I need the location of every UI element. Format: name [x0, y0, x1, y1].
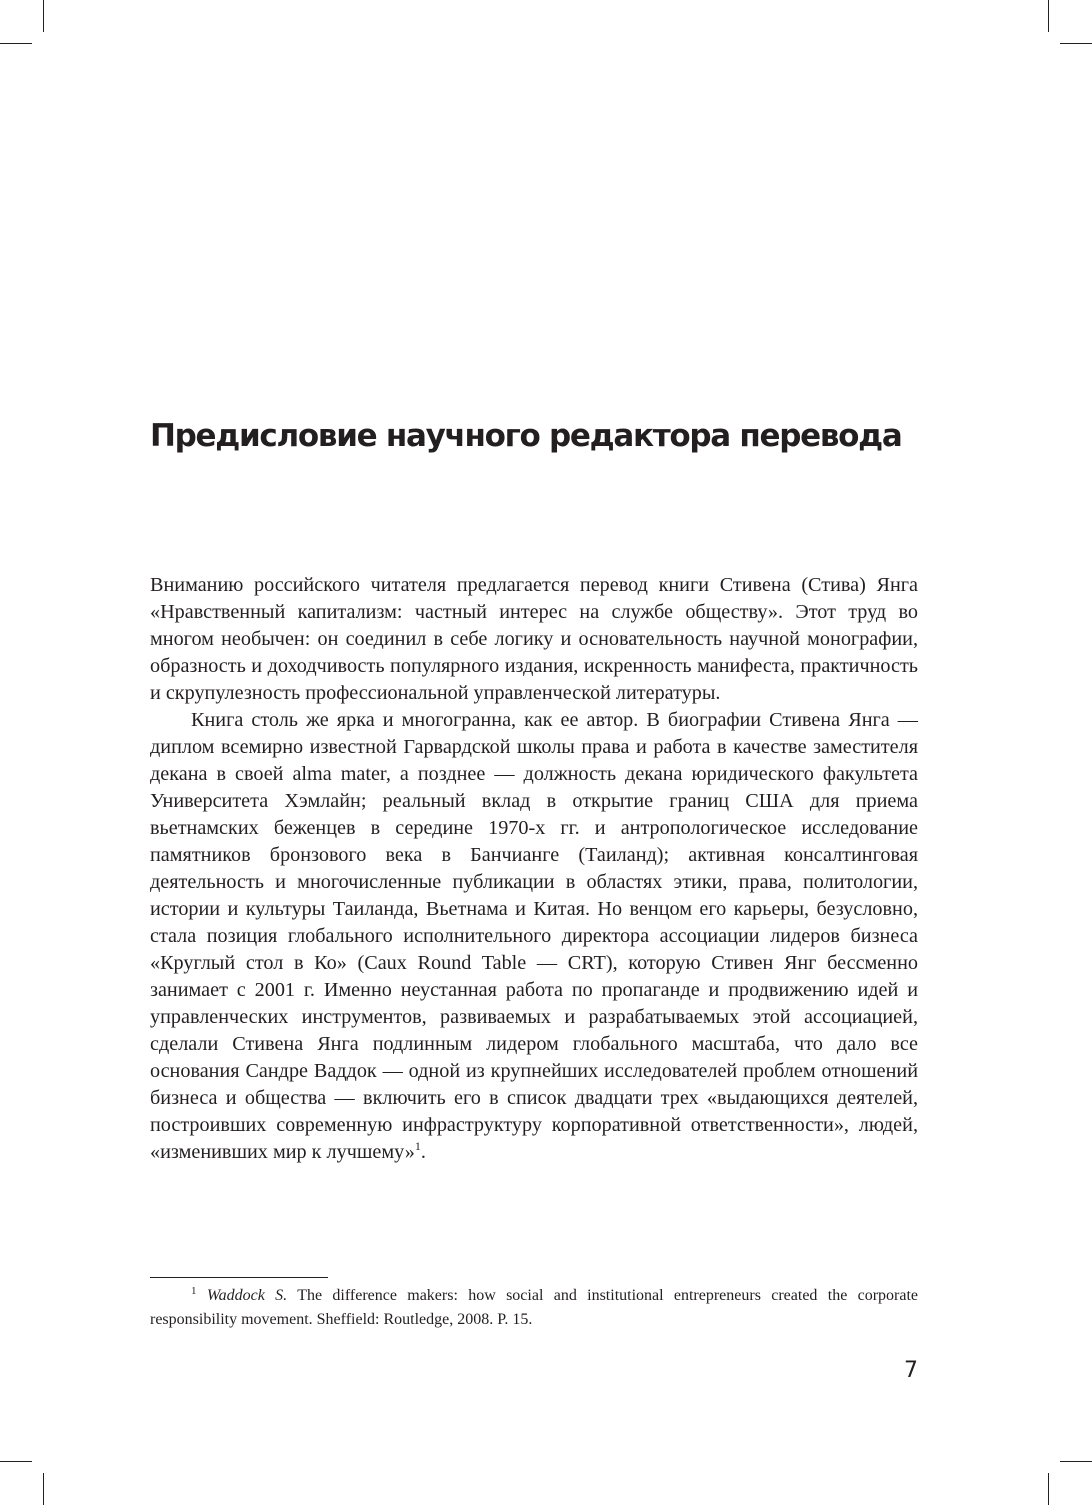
footnote — [150, 1284, 918, 1332]
paragraph: Вниманию российского читателя предлагается перевод книги Стивена (Стива) Янга «Нравственный капитализм: частный интерес на службе обществу». Этот труд во многом необычен: он соединил в себе логику и основательность научной монографии, образность и доходчивость популярного издания, искренность манифеста, практичность и скрупулезность профессиональной управленческой литературы. — [150, 574, 918, 704]
crop-mark — [1048, 0, 1049, 32]
crop-mark — [0, 1461, 32, 1462]
crop-mark — [1060, 43, 1092, 44]
crop-mark — [0, 43, 32, 44]
body-text — [150, 572, 918, 1166]
crop-mark — [43, 0, 44, 32]
page-number: 7 — [904, 1358, 918, 1383]
crop-mark — [1060, 1461, 1092, 1462]
footnote-number: 1 — [191, 1285, 197, 1297]
paragraph-text: Книга столь же ярка и многогранна, как ее автор. В биографии Стивена Янга — диплом всемирно известной Гарвардской школы права и работа в качестве заместителя декана в своей alma mater, а позднее — должность декана юридического факультета Университета Хэмлайн; реальный вклад в открытие границ США для приема вьетнамских беженцев в середине 1970-х гг. и антропологическое исследование памятников бронзового века в Банчианге (Таиланд); активная консалтинговая деятельность и многочисленные публикации в областях этики, права, политологии, истории и культуры Таиланда, Вьетнама и Китая. Но венцом его карьеры, безусловно, стала позиция глобального исполнительного директора ассоциации лидеров бизнеса «Круглый стол в Ко» (Caux Round Table — CRT), которую Стивен Янг бессменно занимает с 2001 г. Именно неустанная работа по пропаганде и продвижению идей и управленческих инструментов, развиваемых и разрабатываемых этой ассоциацией, сделали Стивена Янга подлинным лидером глобального масштаба, что дало все основания Сандре Ваддок — одной из крупнейших исследователей проблем отношений бизнеса и общества — включить его в список двадцати трех «выдающихся деятелей, построивших современную инфраструктуру корпоративной ответственности», людей, «изменивших мир к лучшему» — [150, 709, 918, 1163]
footnote-reference[interactable]: 1 — [414, 1139, 421, 1153]
paragraph-end: . — [420, 1141, 426, 1163]
crop-mark — [1048, 1473, 1049, 1505]
paragraph — [150, 707, 918, 1166]
footnote-author: Waddock S. — [206, 1287, 288, 1304]
chapter-title: Предисловие научного редактора перевода — [150, 418, 902, 454]
footnote-divider — [150, 1277, 328, 1278]
footnote-text: The difference makers: how social and institutional entrepreneurs created the corporate responsibility movement. Sheffield: Routledge, 2008. P. 15. — [150, 1287, 919, 1328]
crop-mark — [43, 1473, 44, 1505]
